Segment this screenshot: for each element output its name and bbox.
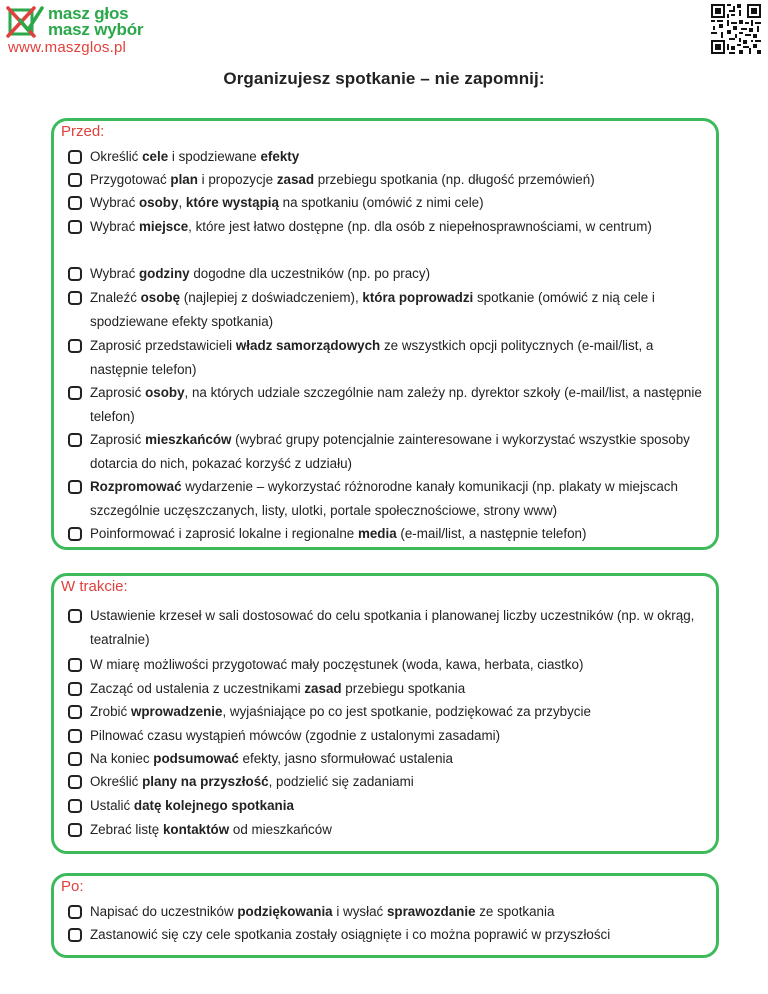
checkbox[interactable] [68, 291, 82, 305]
item-text: Zrobić wprowadzenie, wyjaśniające po co jest spotkanie, podziękować za przybycie [90, 704, 591, 719]
section-w-trakcie [51, 573, 719, 854]
item-text: Ustalić datę kolejnego spotkania [90, 798, 294, 813]
checklist-item [68, 604, 708, 651]
checkbox[interactable] [68, 928, 82, 942]
checklist-item [68, 334, 708, 381]
item-text: Wybrać miejsce, które jest łatwo dostępne (np. dla osób z niepełnosprawnościami, w centrum) [90, 219, 652, 234]
item-text: Określić plany na przyszłość, podzielić się zadaniami [90, 774, 414, 789]
section-heading: W trakcie: [61, 578, 128, 595]
checkbox[interactable] [68, 173, 82, 187]
item-text: Poinformować i zaprosić lokalne i regionalne media (e-mail/list, a następnie telefon) [90, 526, 587, 541]
checkbox[interactable] [68, 220, 82, 234]
checklist-item [68, 191, 708, 215]
brand-logo [6, 4, 156, 60]
checklist-item [68, 475, 708, 522]
checklist-item [68, 700, 708, 724]
checkbox[interactable] [68, 433, 82, 447]
checklist-item [68, 794, 708, 818]
item-text: Zaprosić osoby, na których udziale szczególnie nam zależy np. dyrektor szkoły (e-mail/list, a następnie telefon) [90, 385, 702, 424]
checkbox[interactable] [68, 527, 82, 541]
item-text: Zacząć od ustalenia z uczestnikami zasad przebiegu spotkania [90, 681, 466, 696]
checkbox[interactable] [68, 267, 82, 281]
checkbox[interactable] [68, 196, 82, 210]
item-text: Określić cele i spodziewane efekty [90, 149, 300, 164]
section-przed [51, 118, 719, 550]
item-text: Wybrać godziny dogodne dla uczestników (np. po pracy) [90, 266, 431, 281]
checklist-item [68, 522, 708, 546]
section-heading: Przed: [61, 123, 105, 140]
checkbox[interactable] [68, 905, 82, 919]
checkbox[interactable] [68, 480, 82, 494]
checklist-item [68, 818, 708, 842]
item-text: Zebrać listę kontaktów od mieszkańców [90, 822, 332, 837]
checklist-item [68, 724, 708, 748]
checklist-item [68, 923, 708, 947]
item-text: Pilnować czasu wystąpień mówców (zgodnie z ustalonymi zasadami) [90, 728, 501, 743]
item-text: Na koniec podsumować efekty, jasno sformułować ustalenia [90, 751, 453, 766]
section-heading: Po: [61, 878, 84, 895]
item-text: Zaprosić mieszkańców (wybrać grupy potencjalnie zainteresowane i wykorzystać wszystkie sposoby dotarcia do nich, pokazać korzyść z udziału) [90, 432, 690, 471]
item-text: Zastanowić się czy cele spotkania zostały osiągnięte i co można poprawić w przyszłości [90, 927, 611, 942]
checklist-item [68, 900, 708, 924]
item-text: Znaleźć osobę (najlepiej z doświadczeniem), która poprowadzi spotkanie (omówić z nią cele i spodziewane efekty spotkania) [90, 290, 655, 329]
checklist-item [68, 381, 708, 428]
ballot-box-icon [6, 4, 44, 38]
checklist-item [68, 262, 708, 286]
checkbox[interactable] [68, 705, 82, 719]
item-text: Ustawienie krzeseł w sali dostosować do celu spotkania i planowanej liczby uczestników (np. w okrąg, teatralnie) [90, 608, 695, 647]
checkbox[interactable] [68, 386, 82, 400]
item-text: W miarę możliwości przygotować mały poczęstunek (woda, kawa, herbata, ciastko) [90, 657, 584, 672]
brand-line1: masz głos [48, 4, 129, 23]
checkbox[interactable] [68, 799, 82, 813]
checkbox[interactable] [68, 150, 82, 164]
checkbox[interactable] [68, 339, 82, 353]
checkbox[interactable] [68, 682, 82, 696]
checkbox[interactable] [68, 609, 82, 623]
qr-code-icon [711, 4, 761, 54]
item-text: Wybrać osoby, które wystąpią na spotkaniu (omówić z nimi cele) [90, 195, 484, 210]
checklist-item [68, 747, 708, 771]
checklist-item [68, 215, 708, 239]
checklist-item [68, 677, 708, 701]
item-text: Zaprosić przedstawicieli władz samorządowych ze wszystkich opcji politycznych (e-mail/list, a następnie telefon) [90, 338, 654, 377]
checkbox[interactable] [68, 775, 82, 789]
brand-url[interactable]: www.maszglos.pl [8, 39, 127, 56]
checklist-item [68, 145, 708, 169]
section-po [51, 873, 719, 958]
checkbox[interactable] [68, 729, 82, 743]
checklist-item [68, 770, 708, 794]
checklist-item [68, 428, 708, 475]
checklist-item [68, 286, 708, 333]
brand-line2: masz wybór [48, 20, 144, 39]
item-text: Przygotować plan i propozycje zasad przebiegu spotkania (np. długość przemówień) [90, 172, 595, 187]
checkbox[interactable] [68, 658, 82, 672]
page-title: Organizujesz spotkanie – nie zapomnij: [223, 69, 545, 88]
checklist-item [68, 168, 708, 192]
checkbox[interactable] [68, 823, 82, 837]
checklist-item [68, 653, 708, 677]
item-text: Rozpromować wydarzenie – wykorzystać różnorodne kanały komunikacji (np. plakaty w miejscach szczególnie uczęszczanych, listy, ulotki, portale społecznościowe, strony www) [90, 479, 678, 518]
item-text: Napisać do uczestników podziękowania i wysłać sprawozdanie ze spotkania [90, 904, 555, 919]
checkbox[interactable] [68, 752, 82, 766]
